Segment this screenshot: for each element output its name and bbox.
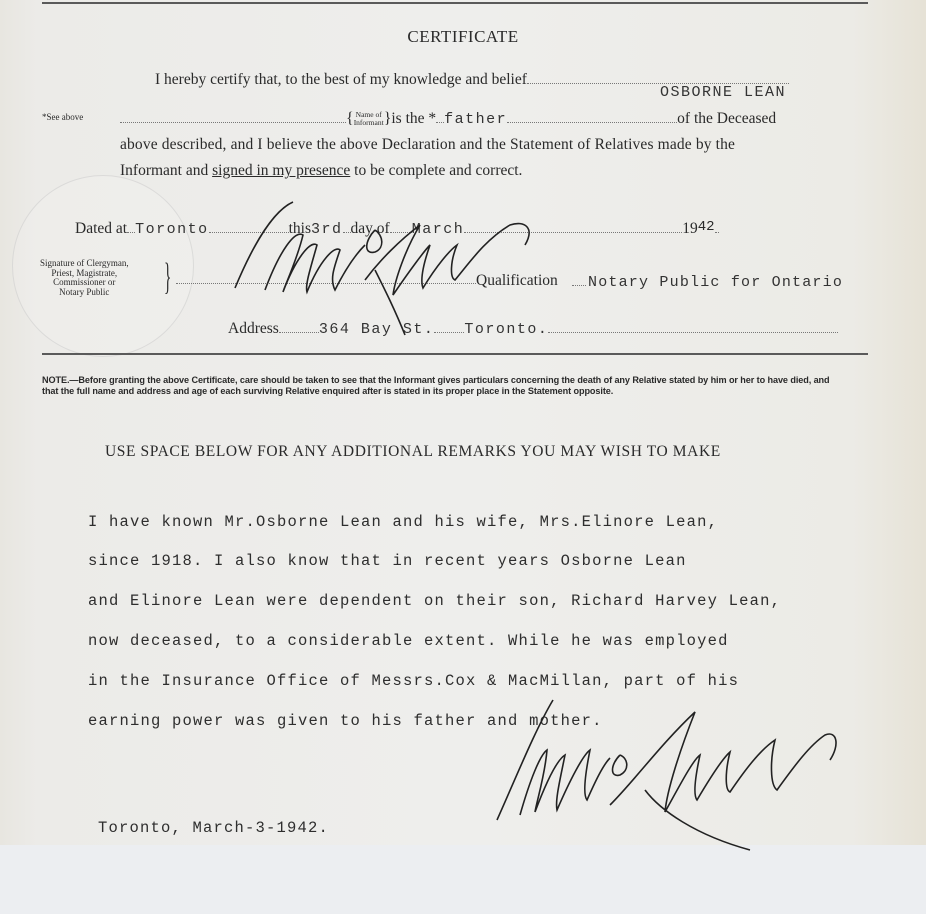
qualification-value: Notary Public for Ontario — [588, 274, 844, 291]
dotted-fill — [572, 285, 586, 286]
brace-open: { — [346, 110, 354, 127]
this-label: this — [288, 220, 311, 237]
year-suffix: 42 — [697, 219, 715, 235]
remarks-line: earning power was given to his father and mother. — [88, 712, 603, 730]
section-rule — [42, 353, 868, 355]
remarks-line: in the Insurance Office of Messrs.Cox & MacMillan, part of his — [88, 672, 740, 690]
name-of-informant-label: Name of Informant — [353, 110, 384, 128]
dotted-fill — [127, 220, 135, 233]
remarks-place-date: Toronto, March-3-1942. — [98, 819, 330, 837]
remarks-line: I have known Mr.Osborne Lean and his wife, Mrs.Elinore Lean, — [88, 513, 719, 531]
day-of-label: day of — [350, 220, 390, 237]
remarks-line: and Elinore Lean were dependent on their son, Richard Harvey Lean, — [88, 592, 782, 610]
address-label: Address — [228, 320, 279, 337]
year-prefix: 19 — [682, 220, 698, 237]
dotted-fill — [715, 220, 719, 233]
certificate-title: CERTIFICATE — [407, 27, 519, 46]
informant-line — [120, 110, 776, 128]
address-city: Toronto. — [464, 321, 549, 338]
qualification-label: Qualification — [476, 272, 558, 289]
page-margin — [0, 845, 926, 914]
remarks-signature — [495, 700, 845, 850]
is-the-label: is the * — [391, 110, 437, 127]
remarks-line: now deceased, to a considerable extent. While he was employed — [88, 632, 729, 650]
informant-name-value: OSBORNE LEAN — [660, 84, 787, 101]
dated-at-value: Toronto — [135, 221, 209, 238]
dotted-fill — [120, 110, 346, 123]
remarks-title: USE SPACE BELOW FOR ANY ADDITIONAL REMARKS YOU MAY WISH TO MAKE — [105, 443, 721, 460]
address-street: 364 Bay St. — [318, 321, 435, 338]
certificate-note: NOTE.—Before granting the above Certificate, care should be taken to see that the Informant gives particulars concerning the death of any Relative stated by him or her to have died, and that the full name and address and age of each surviving Relative enquired after is stated in its proper place in the Statement opposite. — [42, 375, 830, 397]
dotted-fill — [436, 110, 444, 123]
top-rule — [42, 2, 868, 4]
dotted-fill — [548, 320, 838, 333]
see-above-note: *See above — [42, 112, 84, 122]
signature-label: Signature of Clergyman, Priest, Magistrate, Commissioner or Notary Public — [40, 258, 129, 297]
day-value: 3rd — [311, 221, 343, 238]
remarks-line: since 1918. I also know that in recent years Osborne Lean — [88, 552, 687, 570]
relationship-value: father — [444, 111, 508, 128]
brace-icon: } — [164, 256, 172, 298]
brace-close: } — [383, 110, 392, 127]
dated-at-label: Dated at — [75, 220, 128, 237]
notary-signature — [225, 200, 545, 340]
month-value: March — [411, 221, 465, 238]
dotted-fill — [507, 110, 677, 123]
of-the-deceased-label: of the Deceased — [677, 110, 777, 127]
declaration-line: above described, and I believe the above Declaration and the Statement of Relatives made by the — [120, 136, 736, 153]
signed-in-presence: signed in my presence — [212, 162, 351, 179]
dotted-fill — [527, 71, 789, 84]
presence-line: Informant and signed in my presence to be complete and correct. — [120, 162, 523, 179]
certify-text: I hereby certify that, to the best of my knowledge and belief — [155, 71, 527, 88]
